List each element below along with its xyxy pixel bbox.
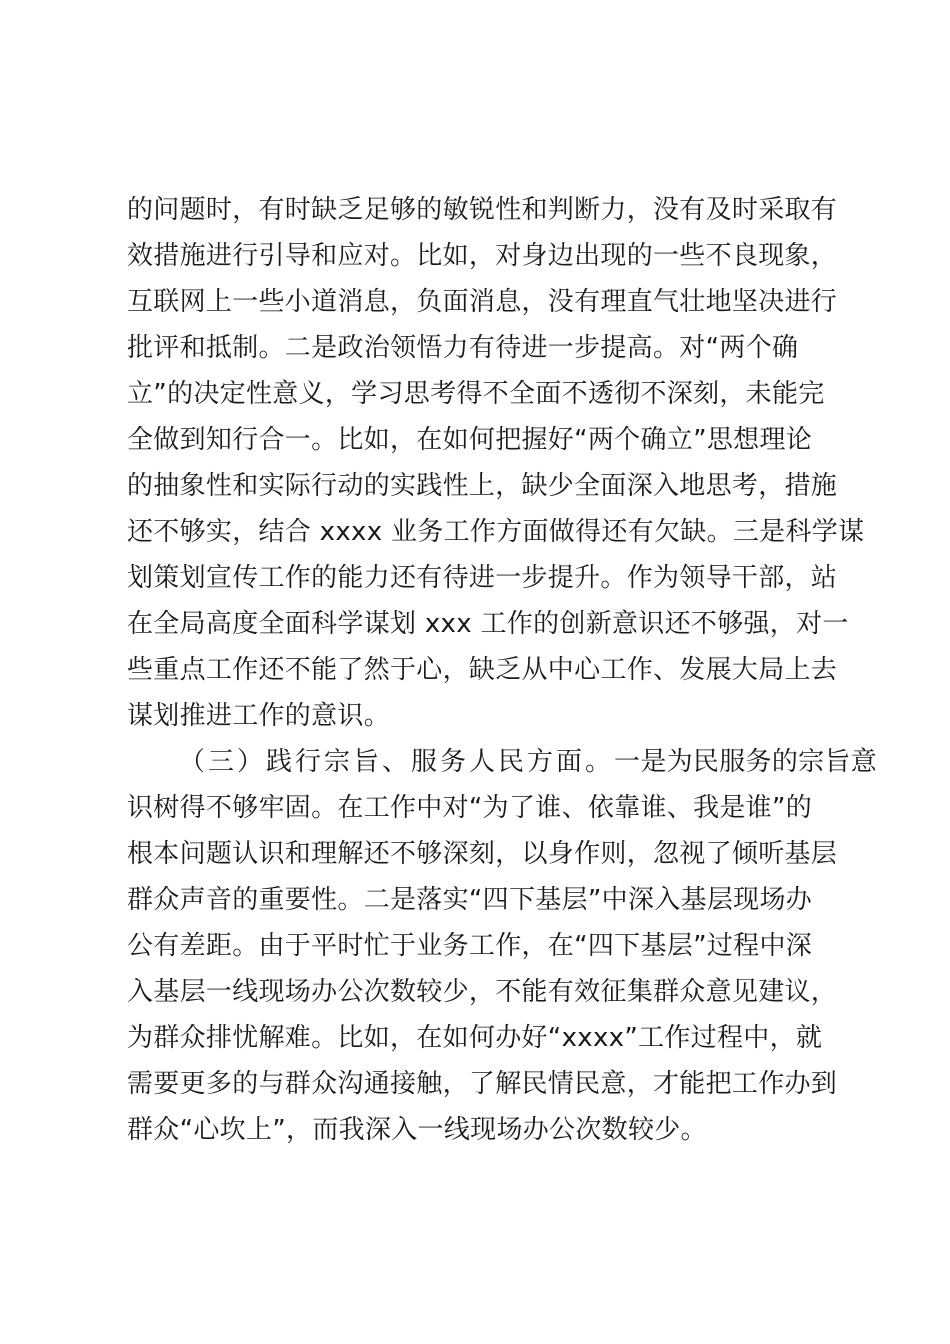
text-line: 需要更多的与群众沟通接触，了解民情民意，才能把工作办到 [127,1069,838,1099]
text-line: 互联网上一些小道消息，负面消息，没有理直气壮地坚决进行 [127,287,838,317]
section-heading: （三）践行宗旨、服务人民方面。 [179,747,615,777]
text-line: 效措施进行引导和应对。比如，对身边出现的一些不良现象， [127,241,838,271]
text-line: 公有差距。由于平时忙于业务工作，在“四下基层”过程中深 [127,931,813,961]
text-line: 批评和抵制。二是政治领悟力有待进一步提高。对“两个确 [127,333,799,363]
text-line: 群众“心坎上”，而我深入一线现场办公次数较少。 [127,1115,707,1145]
text-line: 的抽象性和实际行动的实践性上，缺少全面深入地思考，措施 [127,471,838,501]
section-first-line [127,739,878,785]
text-line: 根本问题认识和理解还不够深刻，以身作则，忽视了倾听基层 [127,839,838,869]
section-first-line-text: 一是为民服务的宗旨意 [614,747,878,777]
text-line: 些重点工作还不能了然于心，缺乏从中心工作、发展大局上去 [127,655,838,685]
text-line: 识树得不够牢固。在工作中对“为了谁、依靠谁、我是谁”的 [127,793,813,823]
text-line: 还不够实，结合 xxxx 业务工作方面做得还有欠缺。三是科学谋 [127,517,865,547]
body-text [127,187,878,1153]
text-line: 的问题时，有时缺乏足够的敏锐性和判断力，没有及时采取有 [127,195,838,225]
text-line: 入基层一线现场办公次数较少，不能有效征集群众意见建议， [127,977,838,1007]
text-line: 谋划推进工作的意识。 [127,701,391,731]
text-line: 全做到知行合一。比如，在如何把握好“两个确立”思想理论 [127,425,813,455]
text-line: 立”的决定性意义，学习思考得不全面不透彻不深刻，未能完 [127,379,825,409]
text-line: 群众声音的重要性。二是落实“四下基层”中深入基层现场办 [127,885,813,915]
text-line: 在全局高度全面科学谋划 xxx 工作的创新意识还不够强，对一 [127,609,849,639]
text-line: 划策划宣传工作的能力还有待进一步提升。作为领导干部，站 [127,563,838,593]
text-line: 为群众排忧解难。比如，在如何办好“xxxx”工作过程中，就 [127,1023,823,1053]
